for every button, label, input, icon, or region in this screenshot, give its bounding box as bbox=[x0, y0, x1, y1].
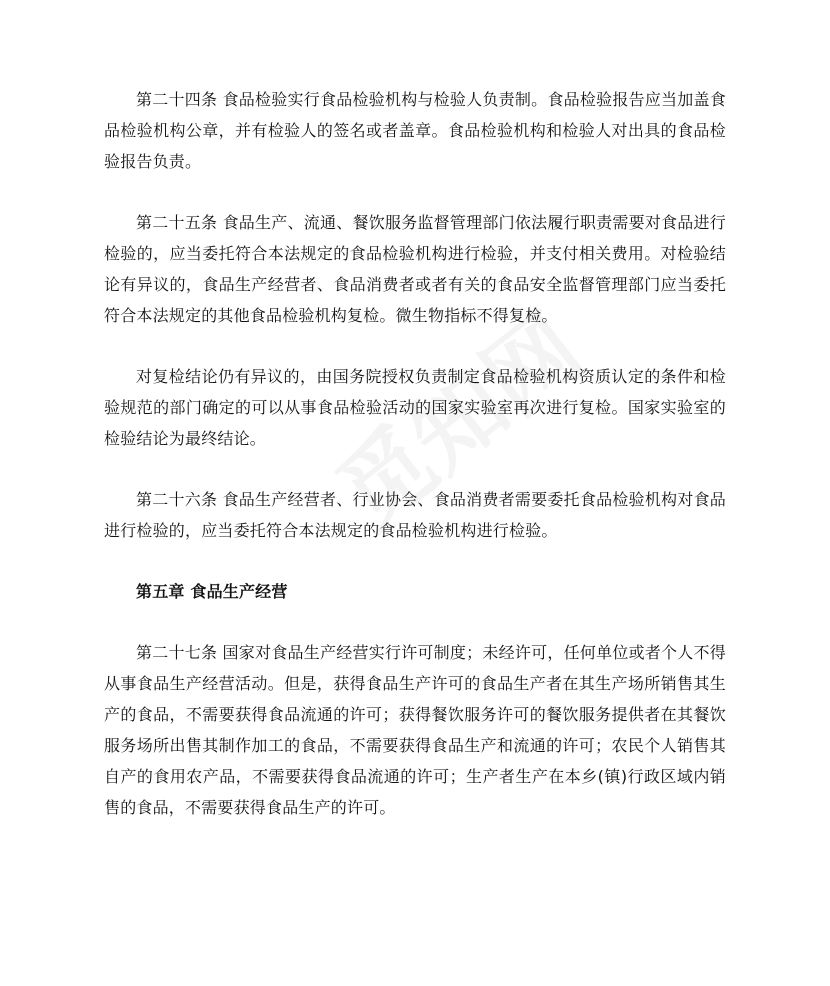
paragraph-gap bbox=[104, 454, 726, 484]
article-26-paragraph: 第二十六条 食品生产经营者、行业协会、食品消费者需要委托食品检验机构对食品进行检验的，应当委托符合本法规定的食品检验机构进行检验。 bbox=[104, 490, 726, 540]
paragraph-gap bbox=[104, 607, 726, 637]
document-content bbox=[104, 84, 726, 823]
recheck-paragraph: 对复检结论仍有异议的，由国务院授权负责制定食品检验机构资质认定的条件和检验规范的部门确定的可以从事食品检验活动的国家实验室再次进行复检。国家实验室的检验结论为最终结论。 bbox=[104, 367, 726, 448]
chapter-heading: 第五章 食品生产经营 bbox=[136, 582, 288, 601]
article-24-paragraph: 第二十四条 食品检验实行食品检验机构与检验人负责制。食品检验报告应当加盖食品检验机构公章，并有检验人的签名或者盖章。食品检验机构和检验人对出具的食品检验报告负责。 bbox=[104, 90, 726, 171]
paragraph-gap bbox=[104, 177, 726, 207]
article-25-paragraph: 第二十五条 食品生产、流通、餐饮服务监督管理部门依法履行职责需要对食品进行检验的，应当委托符合本法规定的食品检验机构进行检验，并支付相关费用。对检验结论有异议的，食品生产经营者、食品消费者或者有关的食品安全监督管理部门应当委托符合本法规定的其他食品检验机构复检。微生物指标不得复检。 bbox=[104, 213, 726, 325]
paragraph-gap bbox=[104, 331, 726, 361]
paragraph-gap bbox=[104, 546, 726, 576]
article-27-paragraph: 第二十七条 国家对食品生产经营实行许可制度；未经许可，任何单位或者个人不得从事食品生产经营活动。但是，获得食品生产许可的食品生产者在其生产场所销售其生产的食品，不需要获得食品流通的许可；获得餐饮服务许可的餐饮服务提供者在其餐饮服务场所出售其制作加工的食品，不需要获得食品生产和流通的许可；农民个人销售其自产的食用农产品，不需要获得食品流通的许可；生产者生产在本乡(镇)行政区域内销售的食品，不需要获得食品生产的许可。 bbox=[104, 643, 726, 817]
